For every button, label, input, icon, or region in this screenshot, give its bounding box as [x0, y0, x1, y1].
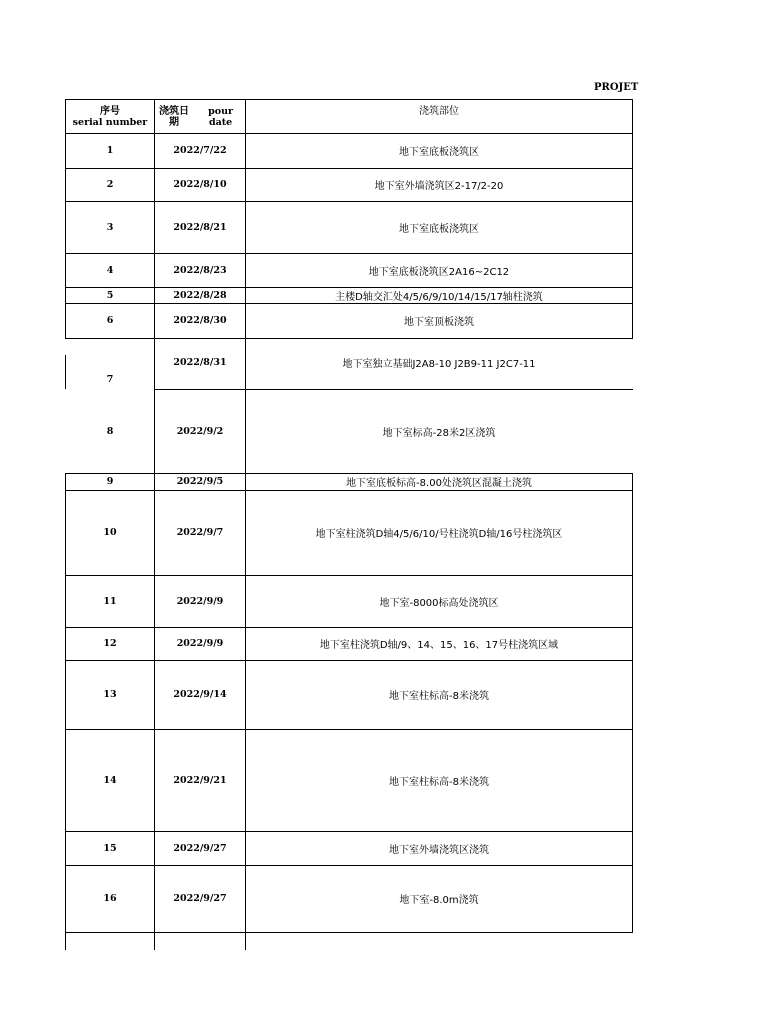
serial-number-cell: 14 [103, 774, 117, 786]
serial-number-cell: 7 [106, 374, 114, 385]
pour-location-cell: 地下室顶板浇筑 [404, 317, 474, 328]
pour-date-cell: 2022/9/27 [173, 842, 227, 854]
pour-location-cell: 地下室独立基础J2A8-10 J2B9-11 J2C7-11 [342, 358, 536, 370]
pour-date-cell: 2022/8/21 [173, 221, 227, 233]
pour-location-cell: 地下室柱标高-8米浇筑 [389, 776, 489, 788]
serial-number-cell: 6 [106, 315, 114, 326]
pour-location-cell: 地下室-8.0m浇筑 [399, 895, 479, 906]
pour-date-cell: 2022/9/7 [176, 527, 224, 538]
serial-number-cell: 4 [106, 264, 114, 276]
pour-location-cell: 主楼D轴交汇处4/5/6/9/10/14/15/17轴柱浇筑 [335, 291, 543, 303]
serial-number-cell: 16 [103, 893, 117, 904]
serial-number-cell: 9 [106, 476, 114, 487]
grid-line [65, 932, 633, 933]
pour-location-cell: 地下室底板浇筑区 [399, 223, 479, 235]
header-serial-number [66, 100, 154, 133]
pour-date-cell: 2022/9/9 [176, 638, 224, 649]
serial-number-cell: 12 [103, 638, 117, 649]
pour-date-cell: 2022/8/31 [173, 356, 227, 368]
pour-location-cell: 地下室-8000标高处浇筑区 [379, 597, 499, 609]
header-date-en: pour date [208, 105, 234, 128]
pour-date-cell: 2022/8/30 [173, 315, 227, 326]
serial-number-cell: 15 [103, 842, 117, 854]
pour-location-cell: 地下室柱浇筑D轴/9、14、15、16、17号柱浇筑区域 [319, 640, 559, 651]
header-serial-en: serial number [72, 116, 148, 128]
pour-date-cell: 2022/9/9 [176, 595, 224, 607]
pour-location-cell: 地下室标高-28米2区浇筑 [382, 427, 496, 439]
pour-location-cell: 地下室底板标高-8.00处浇筑区混凝土浇筑 [346, 478, 532, 489]
pour-location-cell: 地下室外墙浇筑区浇筑 [389, 844, 489, 856]
pour-date-cell: 2022/7/22 [173, 145, 227, 156]
project-label: PROJET [594, 82, 639, 93]
pour-location-cell: 地下室柱浇筑D轴4/5/6/10/号柱浇筑D轴/16号柱浇筑区 [315, 529, 563, 540]
pour-location-cell: 地下室底板浇筑区2A16~2C12 [368, 266, 510, 278]
serial-number-cell: 8 [106, 425, 114, 437]
grid-line [632, 473, 633, 932]
pour-date-cell: 2022/8/10 [173, 179, 227, 190]
pour-date-cell: 2022/8/23 [173, 264, 227, 276]
header-content [246, 100, 632, 118]
pour-date-cell: 2022/9/21 [173, 774, 227, 786]
serial-number-cell: 10 [103, 527, 117, 538]
pour-location-cell: 地下室底板浇筑区 [399, 147, 479, 158]
pour-date-cell: 2022/9/5 [176, 476, 224, 487]
pour-location-cell: 地下室外墙浇筑区2-17/2-20 [374, 181, 504, 192]
serial-number-cell: 5 [106, 289, 114, 301]
serial-number-cell: 11 [103, 595, 117, 607]
header-pour-date [155, 100, 245, 133]
pour-date-cell: 2022/9/14 [173, 689, 227, 700]
grid-line [632, 99, 633, 338]
serial-number-cell: 2 [106, 179, 114, 190]
pour-date-cell: 2022/8/28 [173, 289, 227, 301]
pour-date-cell: 2022/9/27 [173, 893, 227, 904]
serial-number-cell: 3 [106, 221, 114, 233]
pour-date-cell: 2022/9/2 [176, 425, 224, 437]
header-serial-cn: 序号 [100, 105, 120, 117]
serial-number-cell: 13 [103, 689, 117, 700]
pour-location-cell: 地下室柱标高-8米浇筑 [389, 691, 489, 702]
header-content-cn: 浇筑部位 [419, 105, 459, 117]
header-date-cn: 浇筑日期 [158, 105, 189, 128]
serial-number-cell: 1 [106, 145, 114, 156]
